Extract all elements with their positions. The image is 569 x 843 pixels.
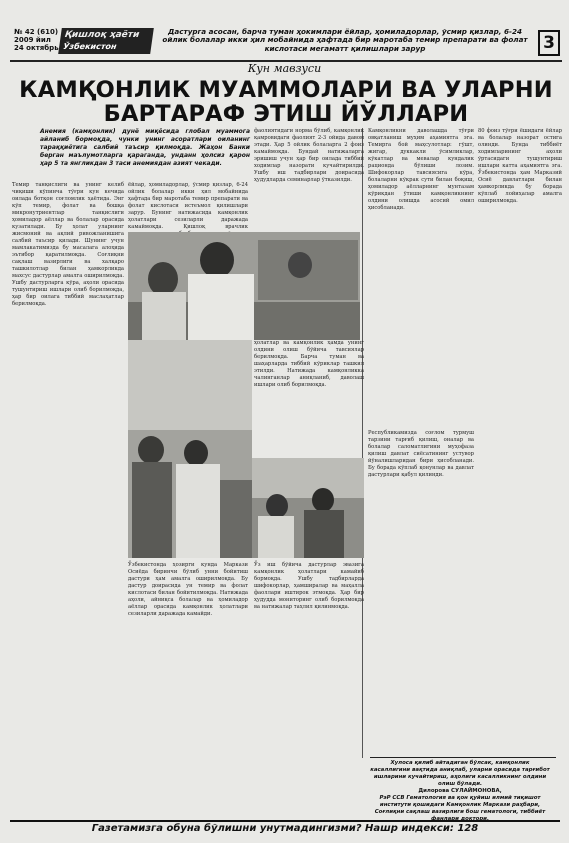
text-column-3: фаолиятидаги норма бўлиб, камқонлик қамровидаги фаолият 2-3 ойида давом этади. Ҳар 5 ойлик болаларга 2 фоиз камаймоқда. Бундай натижаларга эришиш учун ҳар бир оилада тиббий ходимлар назорати кучайтирилди. Ушбу иш тадбирлари доирасида ҳудудларда семинарлар ўтказилди. (254, 128, 364, 183)
issue-info (14, 28, 59, 52)
page-header (10, 26, 562, 62)
text-column-2: ёйлар, ҳомиладорлар, ўсмир қизлар, 6-24 ойлик болалар икки ҳил мобайнида ҳафтада бир маротаба темир препарати ва фолат кислотаси истеъмол қилишлари зарур. Бунинг натижасида камқонлик ҳолатлари сезиларли даражада камаймоқда. Қишлоқ врачлик (128, 182, 248, 230)
text-column-9: Республикамизда соғлом турмуш тарзини тарғиб қилиш, оналар ва болалар саломатлигини муҳофаза қилиш давлат сиёсатининг устувор йўналишларидан бири ҳисобланади. Бу борада кўплаб қонунлар ва давлат дастурлари қабул қилинди. (368, 430, 474, 478)
subscription-footer: Газетамизга обуна бўлишни унутмадингизми? Нашр индекси: 128 (10, 820, 560, 835)
header-teaser: Дастурга асосан, барча туман ҳокимлари ёйлар, ҳомиладорлар, ўсмир қизлар, 6-24 ойлик болалар икки ҳил мобайнида ҳафтада бир маротаба темир препарати ва фолат кислотаси мегаматт қилишлари зарур (162, 27, 528, 53)
photo-women-group (252, 458, 364, 558)
rubric: Кун мавзуси (247, 62, 322, 75)
page-number: 3 (538, 30, 560, 56)
text-column-4: Камқонликни даволашда тўғри овқатланиш муҳим аҳамиятга эга. Темирга бой маҳсулотлар: гўшт, жигар, дуккакли ўсимликлар, кўкатлар ва мевалар кундалик рационда бўлиши лозим. Шифокорлар тавсиясига кўра, болаларни кўкрак сути билан боқиш, ҳомиладор аёлларнинг мунтазам кўрикдан ўтиши камқонликнинг олдини олишда асосий омил ҳисобланади. (368, 128, 474, 211)
author-title: РэР ССВ Гематология ва қон қуйиш илмий тиқишот институти қошидаги Камқонлик Маркази раҳбари, Соғлиқни сақлаш вазирлиги бош гематологи, тиббиёт фанлари доктори. (374, 795, 546, 822)
newspaper-logo (58, 28, 154, 54)
issue-date: 24 октябрь (14, 44, 59, 52)
author-name: Дилорова СУЛАЙМОНОВА, (418, 788, 502, 794)
headline: КАМҚОНЛИК МУАММОЛАРИ ВА УЛАРНИ БАРТАРАФ ЭТИШ ЙЎЛЛАРИ (19, 77, 553, 127)
text-column-5: 80 фоиз тўғри ёшидаги ёйлар ва болалар назорат остига олинди. Бунда тиббиёт ходимларининг аҳоли ўртасидаги тушунтириш ишлари катта аҳамиятга эга. Ўзбекистонда ҳам Марказий Осиё давлатлари билан ҳамкорликда бу борада кўплаб лойиҳалар амалга оширилмоқда. (478, 128, 562, 204)
text-column-8: ҳолатлар ва камқонлик ҳамда унинг олдини олиш бўйича тавсиялар берилмоқда. Барча туман ва шаҳарларда тиббий кўриклар ташкил этилди. Натижада камқонликка чалинганлар аниқланиб, даволаш ишлари олиб борилмоқда. (254, 340, 364, 388)
text-column-6: Ўзбекистонда ҳозирги кунда Маркази Осиёда биринчи бўлиб унни бойитиш дастури ҳам амалга оширилмоқда. Бу дастур доирасида ун темир ва фолат кислотаси билан бойитилмоқда. Натижада аҳоли, айниқса болалар ва ҳомиладор аёллар орасида камқонлик ҳолатлари сезиларли даражада камайди. (128, 562, 248, 617)
logo-line-1: Қишлоқ ҳаёти (64, 30, 140, 40)
closing-caption (370, 760, 550, 823)
photo-market-scene (128, 340, 252, 558)
text-column-1: Темир танқислиги ва унинг келиб чиқиши кўпинча тўғри кун кечида оилада ботқон соғломлик ҳаётида. Энг кўп темир, фолат ва бошқа микронутриентлар танқислиги ҳомиладор аёллар ва болалар орасида кузатилади. Бу ҳолат уларнинг жисмоний ва ақлий ривожланишига салбий таъсир қилади. Шунинг учун мамлакатимизда бу масалага алоҳида эътибор қаратилмоқда. Соғлиқни сақлаш вазирлиги ва халқаро ташкилотлар билан ҳамкорликда махсус дастурлар амалга оширилмоқда. Ушбу дастурларга кўра, аҳоли орасида тушунтириш ишлари олиб борилмоқда, ҳар бир оилага тиббий маслаҳатлар берилмоқда. (12, 182, 124, 307)
lead-paragraph: Анемия (камқонлик) дунё миқёсида глобал муаммога айланиб бормоқда, чунки унинг асоратлари оиланинг тараққиётига салбий таъсир қилмоқда. Жаҳон Банки берган маълумотларга қараганда, унданн ҳолсиз қарон ҳар 5 та янгликдан 3 таси анемиядан азият чекади. (40, 128, 250, 167)
issue-year: 2009 йил (14, 36, 51, 44)
logo-line-2: Ўзбекистон (62, 42, 118, 51)
text-column-7: Ўз иш бўйича дастурлар эвазига камқонлик ҳолатлари камайиб бормоқда. Ушбу тадбирларда шифокорлар, ҳамширалар ва маҳалла фаоллари иштирок этмоқда. Ҳар бир ҳудудда мониторинг олиб борилмоқда ва натижалар таҳлил қилинмоқда. (254, 562, 364, 610)
caption-rule (370, 757, 556, 758)
caption-text: Хулоса қилиб айтадиган бўлсак, камқонлик касаллигини вақтида аниқлаб, уларни орасида тарғибот ишларини кучайтириш, аҳолиги касалликнинг олдини олиш бўлади. (370, 760, 550, 787)
photo-doctor-with-child (128, 232, 360, 340)
issue-number: № 42 (610) (14, 28, 59, 36)
